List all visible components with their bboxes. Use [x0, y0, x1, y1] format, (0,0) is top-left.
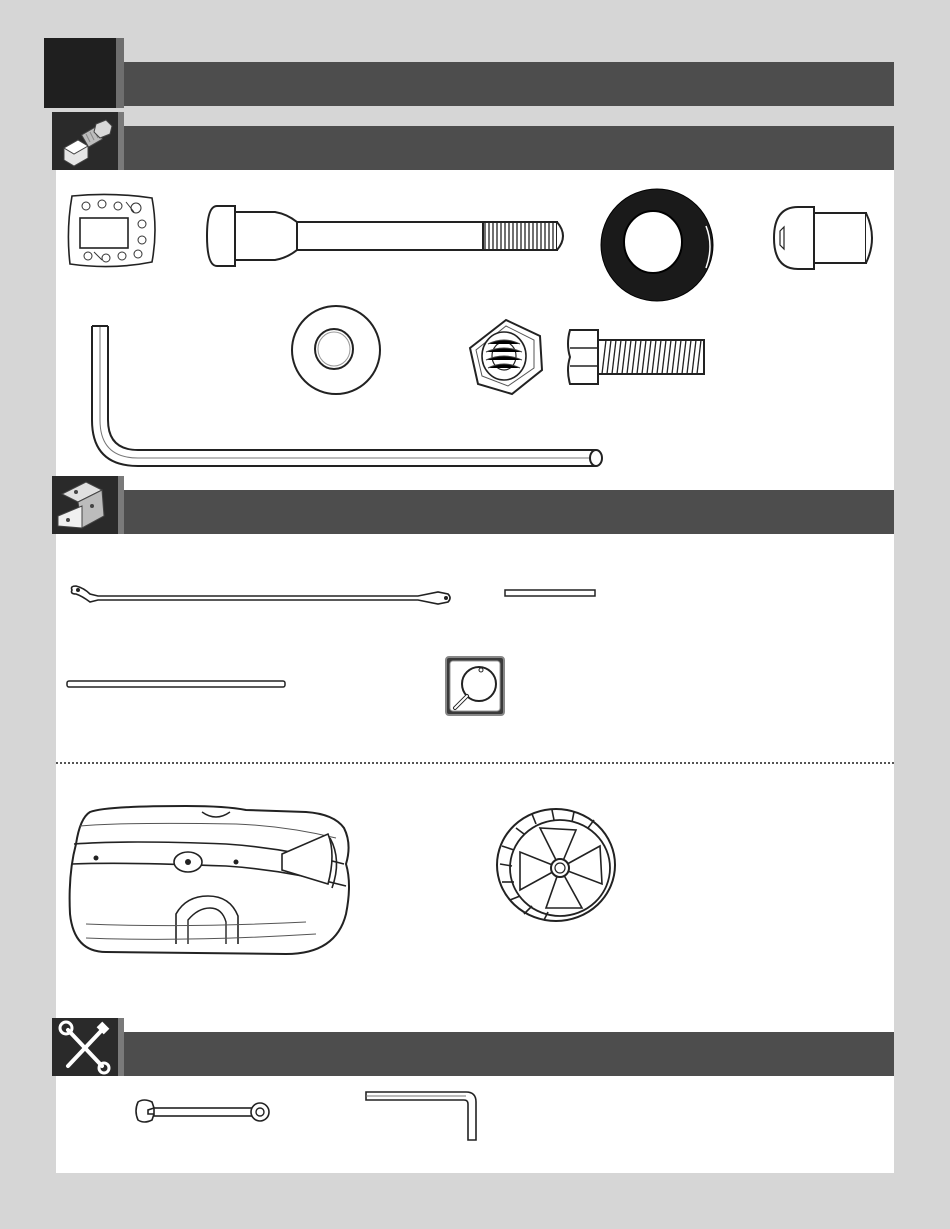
combination-wrench: [134, 1096, 272, 1126]
long-shoulder-bolt: [205, 204, 570, 268]
lock-nut: [466, 318, 546, 398]
hex-bolt: [566, 322, 710, 392]
bolt-icon: [52, 112, 118, 170]
step-number-box: [44, 38, 120, 108]
hardware-card: [66, 192, 158, 270]
long-rod: [66, 680, 288, 690]
parts-section-bar: [124, 490, 894, 534]
wrench-screwdriver-icon: [52, 1018, 118, 1076]
hardware-section-icon-box: [52, 112, 118, 170]
dotted-divider: [56, 762, 894, 764]
magnifier-icon: [447, 658, 503, 714]
plastic-housing: [66, 804, 358, 960]
tools-section-bar: [124, 1032, 894, 1076]
short-rod: [504, 589, 596, 599]
hardware-section-bar: [124, 126, 894, 170]
step-title-bar: [124, 62, 894, 106]
allen-wrench: [364, 1090, 482, 1144]
wheel: [494, 806, 618, 924]
parts-section-icon-box: [52, 476, 118, 534]
socket-cap-nut: [770, 205, 880, 271]
black-rubber-washer: [598, 186, 716, 304]
bracket-icon: [52, 476, 118, 534]
tools-section-icon-box: [52, 1018, 118, 1076]
magnifier-callout: [445, 656, 505, 716]
flat-washer: [290, 304, 382, 396]
rod-with-flattened-ends: [68, 584, 456, 608]
step-number-box-shadow: [116, 38, 124, 108]
